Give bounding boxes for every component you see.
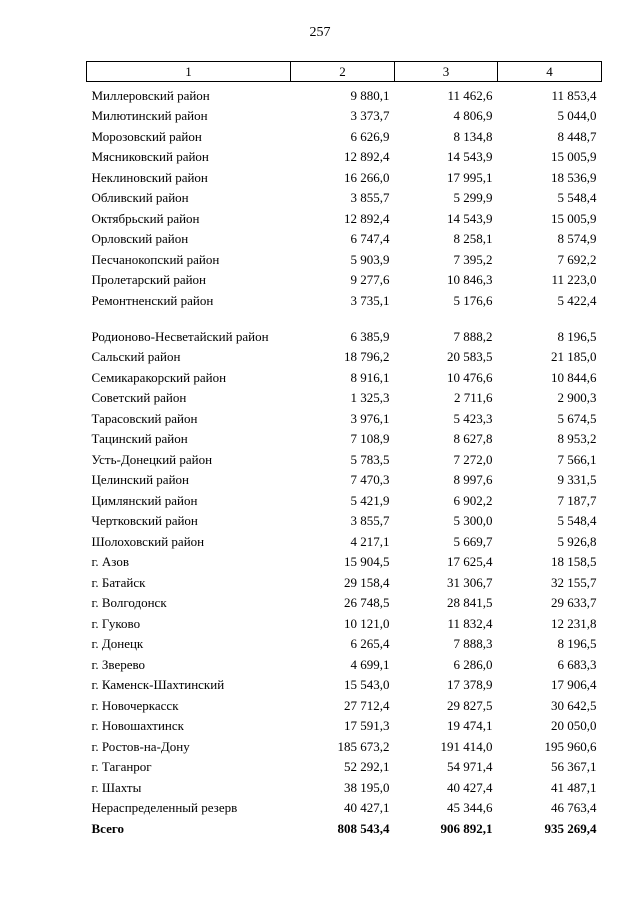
value-col-4: 5 548,4 bbox=[557, 513, 597, 528]
value-col-4: 46 763,4 bbox=[551, 800, 597, 815]
value-col-2: 52 292,1 bbox=[344, 759, 390, 774]
table-row bbox=[87, 590, 602, 611]
row-name: Чертковский район bbox=[91, 513, 198, 528]
value-col-2: 3 976,1 bbox=[350, 410, 390, 426]
table-row bbox=[87, 405, 602, 426]
value-col-2: 38 195,0 bbox=[344, 779, 390, 795]
row-name: г. Шахты bbox=[91, 779, 142, 795]
value-col-2: 27 712,4 bbox=[344, 697, 390, 713]
value-col-4: 18 158,5 bbox=[551, 554, 597, 569]
value-col-4: 5 926,8 bbox=[557, 533, 597, 549]
value-col-4: 5 674,5 bbox=[557, 410, 597, 426]
table-row bbox=[87, 344, 602, 365]
row-name: Усть-Донецкий район bbox=[91, 451, 213, 467]
value-col-3: 11 832,4 bbox=[447, 615, 493, 631]
row-name: Обливский район bbox=[91, 190, 189, 205]
value-col-3: 29 827,5 bbox=[447, 697, 493, 713]
value-col-2: 18 796,2 bbox=[344, 349, 390, 364]
value-col-2: 17 591,3 bbox=[344, 718, 390, 733]
value-col-4: 7 187,7 bbox=[557, 492, 597, 508]
value-col-2: 3 373,7 bbox=[350, 108, 390, 123]
value-col-3: 7 888,3 bbox=[453, 636, 493, 651]
row-name: Песчанокопский район bbox=[91, 251, 220, 267]
value-col-2: 6 747,4 bbox=[350, 231, 390, 246]
value-col-3: 17 625,4 bbox=[447, 554, 493, 569]
value-col-4: 935 269,4 bbox=[544, 820, 597, 836]
value-col-3: 10 846,3 bbox=[447, 272, 493, 287]
row-name: г. Ростов-на-Дону bbox=[91, 738, 190, 754]
value-col-2: 5 903,9 bbox=[350, 251, 390, 267]
value-col-3: 8 258,1 bbox=[453, 231, 493, 246]
row-name: Цимлянский район bbox=[91, 492, 198, 508]
value-col-3: 14 543,9 bbox=[447, 149, 493, 164]
value-col-3: 7 888,2 bbox=[453, 328, 493, 344]
value-col-2: 4 217,1 bbox=[350, 533, 390, 549]
table-row bbox=[87, 82, 602, 103]
value-col-4: 20 050,0 bbox=[551, 718, 597, 733]
value-col-3: 8 627,8 bbox=[453, 431, 493, 446]
row-name: Морозовский район bbox=[91, 128, 202, 144]
total-row bbox=[87, 815, 602, 836]
value-col-4: 7 566,1 bbox=[557, 451, 597, 467]
value-col-4: 15 005,9 bbox=[551, 149, 597, 164]
value-col-2: 16 266,0 bbox=[344, 169, 390, 185]
row-name: Милютинский район bbox=[91, 108, 208, 123]
table-row bbox=[87, 246, 602, 267]
table-row bbox=[87, 631, 602, 652]
table-row bbox=[87, 733, 602, 754]
row-name: Октябрьский район bbox=[91, 210, 200, 226]
value-col-4: 5 548,4 bbox=[557, 190, 597, 205]
row-name: Миллеровский район bbox=[91, 87, 210, 103]
column-header-3: 3 bbox=[395, 62, 498, 82]
value-col-3: 6 286,0 bbox=[453, 656, 493, 672]
row-name: г. Новошахтинск bbox=[91, 718, 184, 733]
value-col-3: 8 134,8 bbox=[453, 128, 493, 144]
value-col-2: 6 265,4 bbox=[350, 636, 390, 651]
table-row bbox=[87, 226, 602, 247]
value-col-4: 5 044,0 bbox=[557, 108, 597, 123]
table-row bbox=[87, 103, 602, 124]
value-col-2: 3 855,7 bbox=[350, 190, 390, 205]
row-name: г. Таганрог bbox=[91, 759, 152, 774]
table-row bbox=[87, 123, 602, 144]
value-col-4: 11 223,0 bbox=[551, 272, 597, 287]
table-row bbox=[87, 528, 602, 549]
table-row bbox=[87, 672, 602, 693]
table-row bbox=[87, 164, 602, 185]
value-col-3: 45 344,6 bbox=[447, 800, 493, 815]
table-row bbox=[87, 651, 602, 672]
table-row bbox=[87, 308, 602, 344]
table-row bbox=[87, 385, 602, 406]
value-col-4: 15 005,9 bbox=[551, 210, 597, 226]
table-row bbox=[87, 185, 602, 206]
value-col-2: 5 783,5 bbox=[350, 451, 390, 467]
table-row bbox=[87, 508, 602, 529]
value-col-4: 2 900,3 bbox=[557, 390, 597, 405]
value-col-2: 9 277,6 bbox=[350, 272, 390, 287]
row-name: Тацинский район bbox=[91, 431, 188, 446]
table-row bbox=[87, 144, 602, 165]
value-col-2: 4 699,1 bbox=[350, 656, 390, 672]
value-col-3: 31 306,7 bbox=[447, 574, 493, 590]
row-name: Орловский район bbox=[91, 231, 189, 246]
row-name: Родионово-Несветайский район bbox=[91, 328, 269, 344]
value-col-4: 41 487,1 bbox=[551, 779, 597, 795]
table-body bbox=[87, 82, 602, 836]
value-col-4: 56 367,1 bbox=[551, 759, 597, 774]
table-row bbox=[87, 426, 602, 447]
value-col-4: 18 536,9 bbox=[551, 169, 597, 185]
value-col-4: 195 960,6 bbox=[544, 738, 597, 754]
value-col-3: 2 711,6 bbox=[453, 390, 493, 405]
table-row bbox=[87, 487, 602, 508]
value-col-2: 8 916,1 bbox=[350, 369, 390, 385]
table-row bbox=[87, 446, 602, 467]
row-name: г. Каменск-Шахтинский bbox=[91, 677, 225, 692]
value-col-2: 6 385,9 bbox=[350, 328, 390, 344]
table-row bbox=[87, 467, 602, 488]
table-row bbox=[87, 549, 602, 570]
row-name: Ремонтненский район bbox=[91, 292, 214, 308]
table-row bbox=[87, 569, 602, 590]
value-col-2: 7 470,3 bbox=[350, 472, 390, 487]
value-col-3: 19 474,1 bbox=[447, 718, 493, 733]
row-name: г. Зверево bbox=[91, 656, 146, 672]
value-col-3: 11 462,6 bbox=[447, 87, 493, 103]
value-col-2: 9 880,1 bbox=[350, 87, 390, 103]
value-col-2: 12 892,4 bbox=[344, 149, 390, 164]
table-row bbox=[87, 774, 602, 795]
table-row bbox=[87, 692, 602, 713]
column-header-1: 1 bbox=[87, 62, 291, 82]
value-col-3: 17 995,1 bbox=[447, 169, 493, 185]
value-col-3: 8 997,6 bbox=[453, 472, 493, 487]
value-col-2: 26 748,5 bbox=[344, 595, 390, 610]
value-col-4: 8 448,7 bbox=[557, 128, 597, 144]
row-name: г. Волгодонск bbox=[91, 595, 167, 610]
value-col-3: 906 892,1 bbox=[440, 820, 493, 836]
value-col-4: 5 422,4 bbox=[557, 292, 597, 308]
value-col-2: 5 421,9 bbox=[350, 492, 390, 508]
value-col-3: 5 669,7 bbox=[453, 533, 493, 549]
value-col-4: 8 574,9 bbox=[557, 231, 597, 246]
value-col-2: 808 543,4 bbox=[337, 820, 390, 836]
table-row bbox=[87, 205, 602, 226]
value-col-4: 11 853,4 bbox=[551, 87, 597, 103]
value-col-3: 28 841,5 bbox=[447, 595, 493, 610]
value-col-2: 15 543,0 bbox=[344, 677, 390, 692]
value-col-4: 8 196,5 bbox=[557, 328, 597, 344]
value-col-2: 10 121,0 bbox=[344, 615, 390, 631]
row-name: Неклиновский район bbox=[91, 169, 208, 185]
value-col-3: 6 902,2 bbox=[453, 492, 493, 508]
row-name: Семикаракорский район bbox=[91, 369, 227, 385]
row-name: г. Азов bbox=[91, 554, 129, 569]
value-col-4: 32 155,7 bbox=[551, 574, 597, 590]
value-col-3: 10 476,6 bbox=[447, 369, 493, 385]
row-name: Шолоховский район bbox=[91, 533, 205, 549]
table-row bbox=[87, 364, 602, 385]
row-name: Советский район bbox=[91, 390, 187, 405]
row-name: Пролетарский район bbox=[91, 272, 207, 287]
value-col-3: 54 971,4 bbox=[447, 759, 493, 774]
table-row bbox=[87, 713, 602, 734]
row-name: г. Новочеркасск bbox=[91, 697, 179, 713]
value-col-2: 12 892,4 bbox=[344, 210, 390, 226]
row-name: г. Донецк bbox=[91, 636, 144, 651]
value-col-2: 6 626,9 bbox=[350, 128, 390, 144]
table-row bbox=[87, 287, 602, 308]
row-name: Мясниковский район bbox=[91, 149, 209, 164]
value-col-2: 7 108,9 bbox=[350, 431, 390, 446]
value-col-4: 29 633,7 bbox=[551, 595, 597, 610]
budget-table bbox=[86, 61, 602, 836]
row-name: Нераспределенный резерв bbox=[91, 800, 238, 815]
row-name: г. Батайск bbox=[91, 574, 146, 590]
table-header-row bbox=[87, 62, 602, 82]
value-col-2: 1 325,3 bbox=[350, 390, 390, 405]
value-col-2: 3 735,1 bbox=[350, 292, 390, 308]
value-col-4: 10 844,6 bbox=[551, 369, 597, 385]
value-col-3: 20 583,5 bbox=[447, 349, 493, 364]
value-col-2: 15 904,5 bbox=[344, 554, 390, 569]
value-col-3: 5 176,6 bbox=[453, 292, 493, 308]
value-col-3: 4 806,9 bbox=[453, 108, 493, 123]
column-header-2: 2 bbox=[291, 62, 395, 82]
value-col-3: 5 300,0 bbox=[453, 513, 493, 528]
value-col-2: 3 855,7 bbox=[350, 513, 390, 528]
value-col-3: 191 414,0 bbox=[440, 738, 493, 754]
value-col-4: 30 642,5 bbox=[551, 697, 597, 713]
value-col-4: 8 196,5 bbox=[557, 636, 597, 651]
value-col-4: 7 692,2 bbox=[557, 251, 597, 267]
row-name: Целинский район bbox=[91, 472, 189, 487]
value-col-4: 12 231,8 bbox=[551, 615, 597, 631]
row-name: Тарасовский район bbox=[91, 410, 198, 426]
table-row bbox=[87, 754, 602, 775]
page-number: 257 bbox=[309, 25, 331, 40]
table-row bbox=[87, 267, 602, 288]
value-col-2: 185 673,2 bbox=[337, 738, 390, 754]
value-col-3: 17 378,9 bbox=[447, 677, 493, 692]
row-name: г. Гуково bbox=[91, 615, 141, 631]
value-col-4: 21 185,0 bbox=[551, 349, 597, 364]
value-col-2: 29 158,4 bbox=[344, 574, 390, 590]
value-col-4: 8 953,2 bbox=[557, 431, 597, 446]
table-row bbox=[87, 610, 602, 631]
value-col-4: 9 331,5 bbox=[557, 472, 597, 487]
value-col-2: 40 427,1 bbox=[344, 800, 390, 815]
value-col-3: 7 272,0 bbox=[453, 451, 493, 467]
value-col-4: 6 683,3 bbox=[557, 656, 597, 672]
value-col-3: 5 423,3 bbox=[453, 410, 493, 426]
row-name: Сальский район bbox=[91, 349, 181, 364]
value-col-3: 14 543,9 bbox=[447, 210, 493, 226]
value-col-3: 40 427,4 bbox=[447, 779, 493, 795]
value-col-3: 5 299,9 bbox=[453, 190, 493, 205]
row-name: Всего bbox=[91, 820, 124, 836]
value-col-3: 7 395,2 bbox=[453, 251, 493, 267]
value-col-4: 17 906,4 bbox=[551, 677, 597, 692]
table-row bbox=[87, 795, 602, 816]
column-header-4: 4 bbox=[498, 62, 602, 82]
